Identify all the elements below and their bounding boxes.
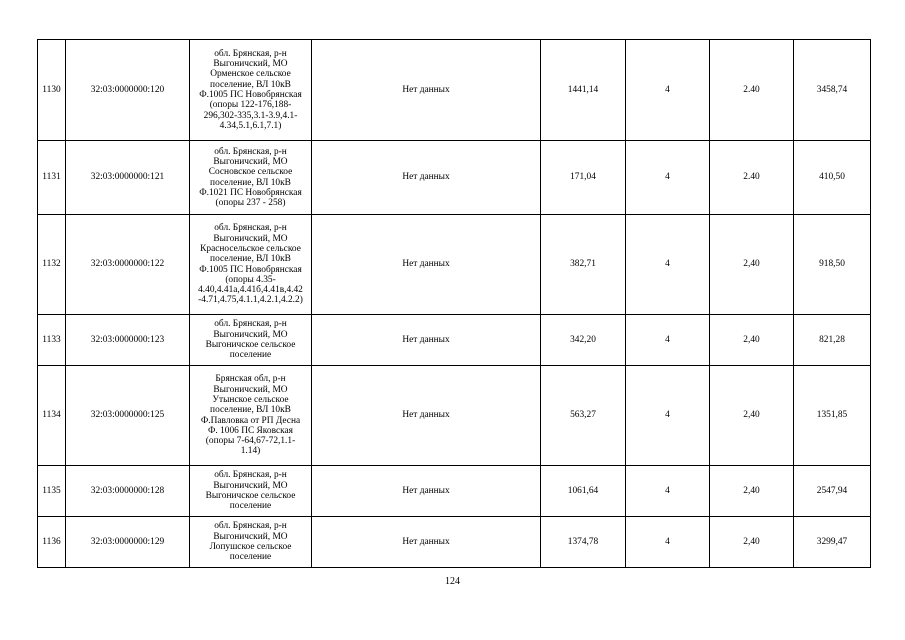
table-row <box>38 141 871 215</box>
address-cell: обл. Брянская, р-н Выгоничский, МО Лопушское сельское поселение <box>190 517 312 568</box>
rate-cell: 2,40 <box>710 517 794 568</box>
amount-cell: 821,28 <box>794 315 871 366</box>
address-cell: обл. Брянская, р-н Выгоничский, МО Орменское сельское поселение, ВЛ 10кВ Ф.1005 ПС Новобрянская (опоры 122-176,188- 296,302-335,3.1-3.9,4.1- 4.34,5.1,6.1,7.1) <box>190 40 312 141</box>
category-cell: 4 <box>626 517 710 568</box>
area-cell: 1441,14 <box>541 40 626 141</box>
row-number-cell: 1131 <box>38 141 66 215</box>
table-row <box>38 215 871 315</box>
category-cell: 4 <box>626 315 710 366</box>
category-cell: 4 <box>626 141 710 215</box>
category-cell: 4 <box>626 40 710 141</box>
row-number-cell: 1132 <box>38 215 66 315</box>
cadastral-number-cell: 32:03:0000000:122 <box>66 215 190 315</box>
table-row <box>38 366 871 466</box>
cadastral-number-cell: 32:03:0000000:121 <box>66 141 190 215</box>
area-cell: 382,71 <box>541 215 626 315</box>
address-cell: обл. Брянская, р-н Выгоничский, МО Выгоничское сельское поселение <box>190 466 312 517</box>
address-cell: обл. Брянская, р-н Выгоничский, МО Сосновское сельское поселение, ВЛ 10кВ Ф.1021 ПС Новобрянская (опоры 237 - 258) <box>190 141 312 215</box>
info-cell: Нет данных <box>312 141 541 215</box>
amount-cell: 410,50 <box>794 141 871 215</box>
amount-cell: 3458,74 <box>794 40 871 141</box>
cadastral-number-cell: 32:03:0000000:125 <box>66 366 190 466</box>
row-number-cell: 1135 <box>38 466 66 517</box>
table-body <box>38 40 871 568</box>
rate-cell: 2.40 <box>710 141 794 215</box>
cadastral-number-cell: 32:03:0000000:128 <box>66 466 190 517</box>
rate-cell: 2,40 <box>710 366 794 466</box>
address-cell: обл. Брянская, р-н Выгоничский, МО Красносельское сельское поселение, ВЛ 10кВ Ф.1005 ПС Новобрянская (опоры 4.35- 4.40,4.41а,4.41б,4.41в,4.42 -4.71,4.75,4.1.1,4.2.1,4.2.2) <box>190 215 312 315</box>
info-cell: Нет данных <box>312 466 541 517</box>
area-cell: 171,04 <box>541 141 626 215</box>
area-cell: 1374,78 <box>541 517 626 568</box>
cadastral-number-cell: 32:03:0000000:123 <box>66 315 190 366</box>
rate-cell: 2,40 <box>710 315 794 366</box>
registry-table <box>37 39 871 568</box>
table-row <box>38 315 871 366</box>
amount-cell: 918,50 <box>794 215 871 315</box>
table-row <box>38 466 871 517</box>
row-number-cell: 1136 <box>38 517 66 568</box>
address-cell: Брянская обл, р-н Выгоничский, МО Утынское сельское поселение, ВЛ 10кВ Ф.Павловка от РП Десна Ф. 1006 ПС Яковская (опоры 7-64,67-72,1.1- 1.14) <box>190 366 312 466</box>
info-cell: Нет данных <box>312 215 541 315</box>
table-row <box>38 517 871 568</box>
area-cell: 342,20 <box>541 315 626 366</box>
category-cell: 4 <box>626 466 710 517</box>
info-cell: Нет данных <box>312 40 541 141</box>
table-row <box>38 40 871 141</box>
category-cell: 4 <box>626 215 710 315</box>
row-number-cell: 1130 <box>38 40 66 141</box>
rate-cell: 2,40 <box>710 466 794 517</box>
category-cell: 4 <box>626 366 710 466</box>
area-cell: 1061,64 <box>541 466 626 517</box>
amount-cell: 1351,85 <box>794 366 871 466</box>
info-cell: Нет данных <box>312 517 541 568</box>
cadastral-number-cell: 32:03:0000000:120 <box>66 40 190 141</box>
amount-cell: 3299,47 <box>794 517 871 568</box>
row-number-cell: 1134 <box>38 366 66 466</box>
cadastral-number-cell: 32:03:0000000:129 <box>66 517 190 568</box>
rate-cell: 2,40 <box>710 215 794 315</box>
amount-cell: 2547,94 <box>794 466 871 517</box>
info-cell: Нет данных <box>312 315 541 366</box>
address-cell: обл. Брянская, р-н Выгоничский, МО Выгоничское сельское поселение <box>190 315 312 366</box>
area-cell: 563,27 <box>541 366 626 466</box>
page-number: 124 <box>445 576 460 587</box>
row-number-cell: 1133 <box>38 315 66 366</box>
rate-cell: 2.40 <box>710 40 794 141</box>
info-cell: Нет данных <box>312 366 541 466</box>
